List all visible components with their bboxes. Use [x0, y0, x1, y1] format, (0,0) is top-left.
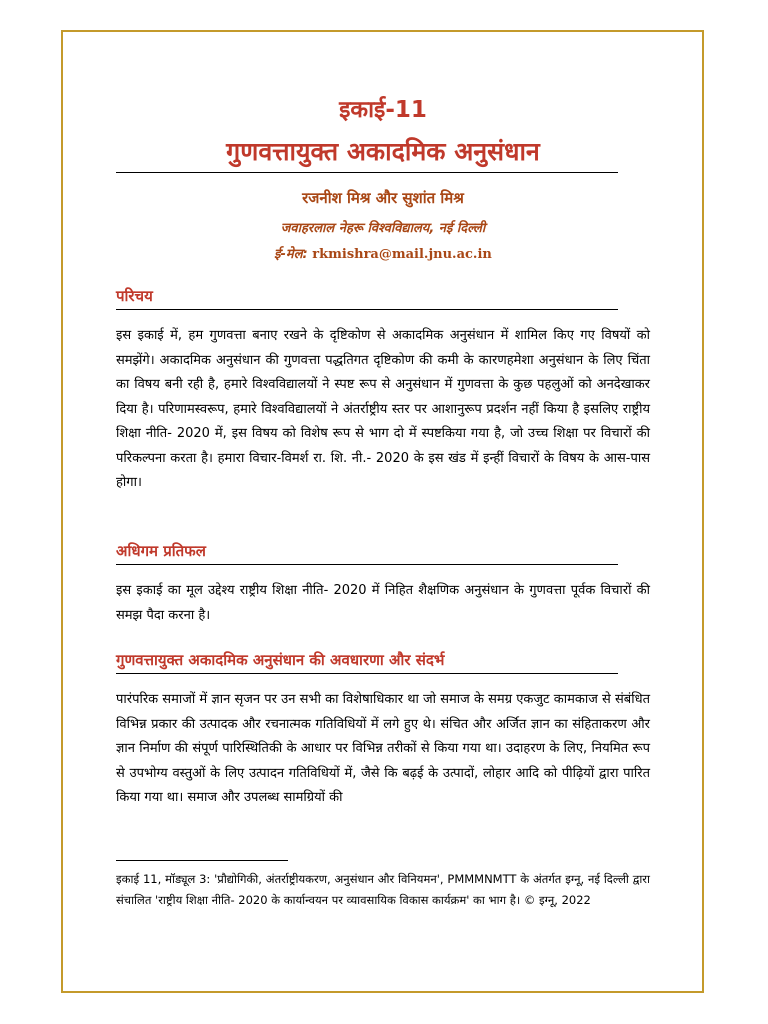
footnote: इकाई 11, मॉड्यूल 3: 'प्रौद्योगिकी, अंतर्राष्ट्रीयकरण, अनुसंधान और विनियमन', PMMMNMTT के अंतर्गत इग्नू, नई दिल्ली द्वारा संचालित 'राष्ट्रीय शिक्षा नीति- 2020 के कार्यान्वयन पर व्यावसायिक विकास कार्यक्रम' का भाग है। © इग्नू, 2022: [116, 872, 650, 907]
unit-number: इकाई-11: [339, 97, 427, 123]
section-body-learning-outcomes: इस इकाई का मूल उद्देश्य राष्ट्रीय शिक्षा नीति- 2020 में निहित शैक्षणिक अनुसंधान के गुणवत्ता पूर्वक विचारों की समझ पैदा करना है।: [116, 583, 650, 623]
section-divider: [116, 564, 618, 565]
page-title: गुणवत्तायुक्त अकादमिक अनुसंधान: [226, 137, 540, 166]
email-address[interactable]: rkmishra@mail.jnu.ac.in: [312, 247, 492, 262]
section-divider: [116, 673, 618, 674]
page-border: [61, 30, 704, 993]
section-divider: [116, 309, 618, 310]
section-heading-learning-outcomes: अधिगम प्रतिफल: [116, 542, 206, 560]
section-heading-introduction: परिचय: [116, 287, 153, 305]
footnote-divider: [116, 860, 288, 861]
affiliation: जवाहरलाल नेहरू विश्वविद्यालय, नई दिल्ली: [280, 221, 486, 236]
email-line: [116, 244, 650, 262]
section-body-concept-context: पारंपरिक समाजों में ज्ञान सृजन पर उन सभी का विशेषाधिकार था जो समाज के समग्र एकजुट कामकाज से संबंधित विभिन्न प्रकार की उत्पादक और रचनात्मक गतिविधियों में लगे हुए थे। संचित और अर्जित ज्ञान का संहिताकरण और ज्ञान निर्माण की संपूर्ण पारिस्थितिकी के आधार पर विभिन्न तरीकों से किया गया था। उदाहरण के लिए, नियमित रूप से उपभोग्य वस्तुओं के लिए उत्पादन गतिविधियों में, जैसे कि बढ़ई के उत्पादों, लोहार आदि को पीढ़ियों द्वारा पारित किया गया था। समाज और उपलब्ध सामग्रियों की: [116, 692, 650, 805]
authors: रजनीश मिश्र और सुशांत मिश्र: [302, 189, 464, 207]
section-body-introduction: इस इकाई में, हम गुणवत्ता बनाए रखने के दृष्टिकोण से अकादमिक अनुसंधान में शामिल किए गए विषयों को समझेंगे। अकादमिक अनुसंधान की गुणवत्ता पद्धतिगत दृष्टिकोण की कमी के कारणहमेशा अनुसंधान के लिए चिंता का विषय बनी रही है, हमारे विश्वविद्यालयों ने स्पष्ट रूप से अनुसंधान में गुणवत्ता के कुछ पहलुओं को अनदेखाकर दिया है। परिणामस्वरूप, हमारे विश्वविद्यालयों ने अंतर्राष्ट्रीय स्तर पर आशानुरूप प्रदर्शन नहीं किया है इसलिए राष्ट्रीय शिक्षा नीति- 2020 में, इस विषय को विशेष रूप से भाग दो में स्पष्टकिया गया है, जो उच्च शिक्षा पर विचारों की परिकल्पना करता है। हमारा विचार-विमर्श रा. शि. नी.- 2020 के इस खंड में इन्हीं विचारों के विषय के आस-पास होगा।: [116, 328, 650, 490]
section-heading-concept-context: गुणवत्तायुक्त अकादमिक अनुसंधान की अवधारणा और संदर्भ: [116, 651, 445, 669]
email-label: ई-मेल:: [274, 247, 308, 262]
title-divider: [116, 172, 618, 173]
